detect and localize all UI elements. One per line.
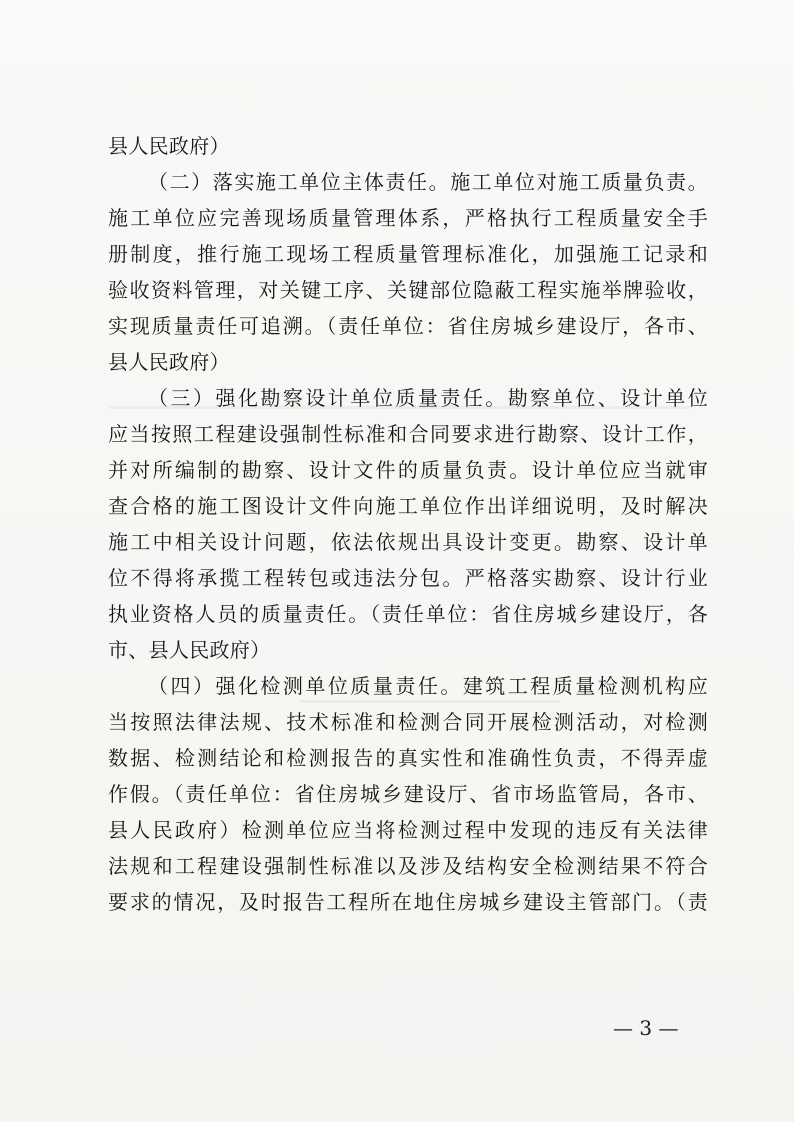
body-line: 查合格的施工图设计文件向施工单位作出详细说明，及时解决	[108, 494, 708, 518]
page-number: — 3 —	[613, 1016, 679, 1040]
body-line: 数据、检测结论和检测报告的真实性和准确性负责，不得弄虚	[108, 746, 708, 770]
body-line: （二）落实施工单位主体责任。施工单位对施工质量负责。	[148, 170, 708, 194]
body-line: （四）强化检测单位质量责任。建筑工程质量检测机构应	[148, 674, 708, 698]
body-line: 县人民政府）检测单位应当将检测过程中发现的违反有关法律	[108, 818, 708, 842]
body-line: 施工中相关设计问题，依法依规出具设计变更。勘察、设计单	[108, 530, 708, 554]
body-line: （三）强化勘察设计单位质量责任。勘察单位、设计单位	[148, 386, 708, 410]
body-line: 施工单位应完善现场质量管理体系，严格执行工程质量安全手	[108, 206, 708, 230]
body-line: 市、县人民政府）	[108, 638, 271, 662]
body-line: 验收资料管理，对关键工序、关键部位隐蔽工程实施举牌验收，	[108, 278, 708, 302]
body-line: 执业资格人员的质量责任。（责任单位：省住房城乡建设厅，各	[108, 602, 708, 626]
body-line: 实现质量责任可追溯。（责任单位：省住房城乡建设厅，各市、	[108, 314, 708, 338]
body-line: 县人民政府）	[108, 134, 230, 158]
document-body	[108, 128, 708, 920]
body-line: 位不得将承揽工程转包或违法分包。严格落实勘察、设计行业	[108, 566, 708, 590]
body-line: 法规和工程建设强制性标准以及涉及结构安全检测结果不符合	[108, 854, 708, 878]
body-line: 当按照法律法规、技术标准和检测合同开展检测活动，对检测	[108, 710, 708, 734]
body-line: 要求的情况，及时报告工程所在地住房城乡建设主管部门。（责	[108, 890, 708, 914]
body-line: 县人民政府）	[108, 350, 230, 374]
body-line: 应当按照工程建设强制性标准和合同要求进行勘察、设计工作，	[108, 422, 708, 446]
body-line: 并对所编制的勘察、设计文件的质量负责。设计单位应当就审	[108, 458, 708, 482]
body-line: 册制度，推行施工现场工程质量管理标准化，加强施工记录和	[108, 242, 708, 266]
body-line: 作假。（责任单位：省住房城乡建设厅、省市场监管局，各市、	[108, 782, 708, 806]
